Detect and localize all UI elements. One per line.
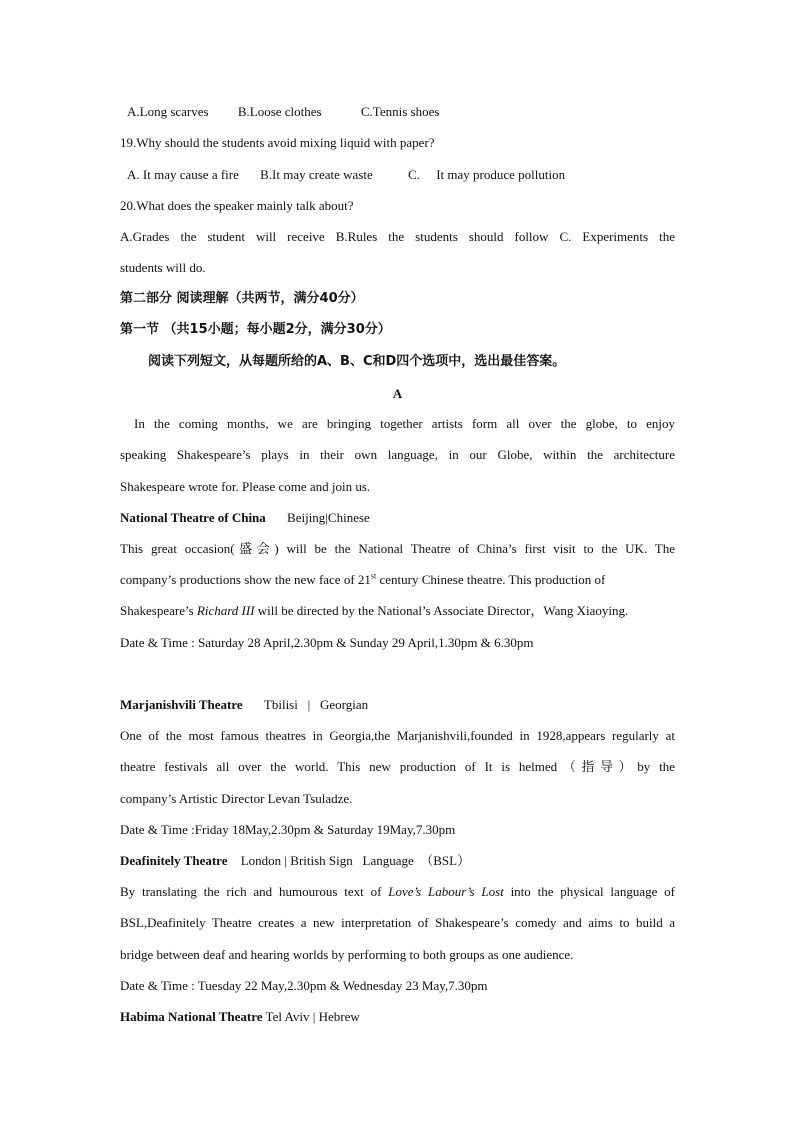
theatre-3-line-1 — [120, 883, 675, 901]
theatre-2-header — [120, 696, 675, 714]
q19-option-c-letter: C. — [408, 167, 420, 182]
theatre-1-date: Date & Time : Saturday 28 April,2.30pm & Sunday 29 April,1.30pm & 6.30pm — [120, 635, 534, 650]
theatre-2-line-2: theatre festivals all over the world. This new production of It is helmed（指导）by the — [120, 759, 675, 774]
theatre-3-play-title: Love’s Labour’s Lost — [388, 884, 504, 899]
intro-line-2: speaking Shakespeare’s plays in their own language, in our Globe, within the architecture — [120, 447, 675, 462]
theatre-1-name: National Theatre of China — [120, 510, 266, 525]
q19-option-b: B.It may create waste — [260, 167, 373, 182]
theatre-2-name: Marjanishvili Theatre — [120, 697, 243, 712]
q20-options-line1: A.Grades the student will receive B.Rules the students should follow C. Experiments the — [120, 229, 675, 244]
q18-option-b: B.Loose clothes — [237, 104, 322, 119]
theatre-1-line-2-sup: st — [370, 571, 377, 581]
q18-option-a: A.Long scarves — [127, 104, 209, 119]
q19-question: 19.Why should the students avoid mixing liquid with paper? — [120, 135, 435, 150]
theatre-3-date: Date & Time : Tuesday 22 May,2.30pm & Wednesday 23 May,7.30pm — [120, 978, 488, 993]
q20-question: 20.What does the speaker mainly talk about? — [120, 198, 354, 213]
theatre-1-line-3 — [120, 602, 675, 620]
theatre-3-name: Deafinitely Theatre — [120, 853, 228, 868]
theatre-1-line-2 — [120, 571, 675, 589]
theatre-1-line-2-post: century Chinese theatre. This production of — [376, 572, 606, 587]
theatre-1-line-2-pre: company’s productions show the new face of 21 — [120, 572, 371, 587]
q20-options-line2: students will do. — [120, 260, 206, 275]
theatre-2-line-3: company’s Artistic Director Levan Tsuladze. — [120, 791, 353, 806]
part2-heading: 第二部分 阅读理解（共两节，满分40分） — [120, 291, 364, 306]
reading-instruction: 阅读下列短文，从每题所给的A、B、C和D四个选项中，选出最佳答案。 — [148, 354, 566, 369]
theatre-2-line-1: One of the most famous theatres in Georgia,the Marjanishvili,founded in 1928,appears regularly at — [120, 728, 675, 743]
section1-heading: 第一节 （共15小题；每小题2分，满分30分） — [120, 322, 391, 337]
theatre-4-place: Tel Aviv | Hebrew — [265, 1009, 360, 1024]
theatre-3-line-3: bridge between deaf and hearing worlds by performing to both groups as one audience. — [120, 947, 574, 962]
passage-label: A — [392, 386, 403, 401]
theatre-4-name: Habima National Theatre — [120, 1009, 263, 1024]
q18-option-c: C.Tennis shoes — [360, 104, 440, 119]
q19-options — [120, 166, 675, 184]
q18-options — [120, 103, 675, 121]
theatre-4-header — [120, 1008, 675, 1026]
theatre-3-line-2: BSL,Deafinitely Theatre creates a new interpretation of Shakespeare’s comedy and aims to build a — [120, 915, 675, 930]
theatre-3-line-1-post: into the physical language of — [503, 884, 675, 899]
q19-option-c-text: It may produce pollution — [436, 167, 566, 182]
intro-line-1: In the coming months, we are bringing together artists form all over the globe, to enjoy — [134, 416, 675, 431]
intro-line-3: Shakespeare wrote for. Please come and join us. — [120, 479, 371, 494]
theatre-1-line-1: This great occasion(盛会) will be the National Theatre of China’s first visit to the UK. The — [120, 541, 675, 556]
document-page — [120, 0, 675, 1123]
theatre-1-line-3-post: will be directed by the National’s Associate Director，Wang Xiaoying. — [254, 603, 629, 618]
theatre-2-date: Date & Time :Friday 18May,2.30pm & Saturday 19May,7.30pm — [120, 822, 456, 837]
theatre-2-place: Tbilisi | Georgian — [263, 697, 369, 712]
theatre-3-line-1-pre: By translating the rich and humourous text of — [120, 884, 389, 899]
theatre-3-place: London | British Sign Language （BSL） — [240, 853, 471, 868]
theatre-1-line-3-pre: Shakespeare’s — [120, 603, 197, 618]
theatre-1-place: Beijing|Chinese — [287, 510, 370, 525]
q19-option-a: A. It may cause a fire — [127, 167, 239, 182]
theatre-1-header — [120, 509, 675, 527]
theatre-1-play-title: Richard III — [196, 603, 255, 618]
theatre-3-header — [120, 852, 675, 870]
